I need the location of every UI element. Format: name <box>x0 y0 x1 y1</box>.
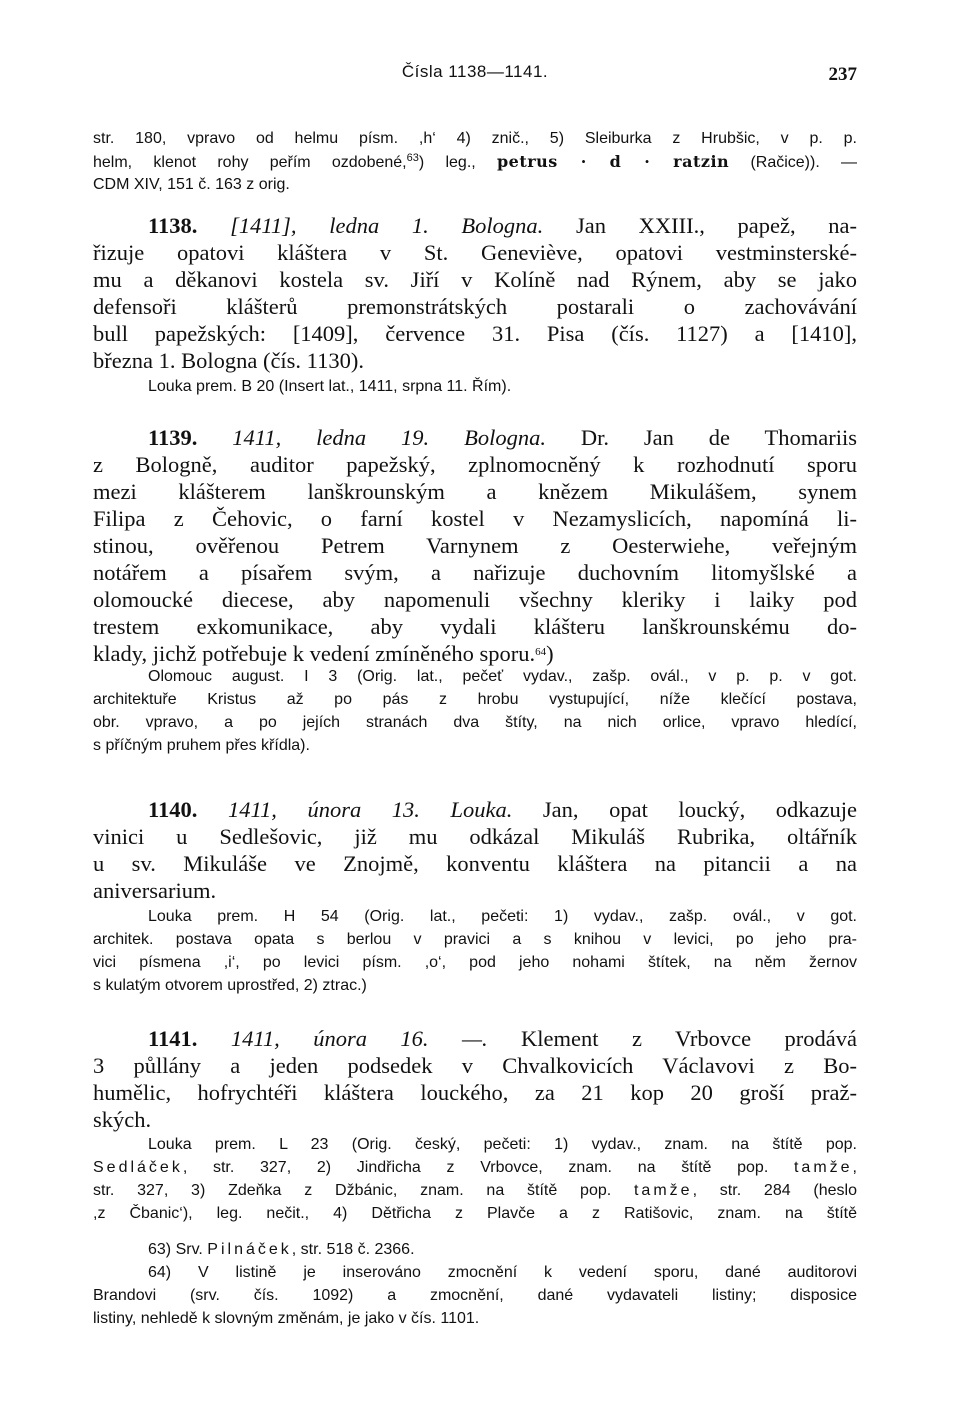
entry-text-line: března 1. Bologna (čís. 1130). <box>93 348 364 373</box>
entry-text-line: Filipa z Čehovic, o farní kostel v Nezamyslicích, napomíná li- <box>93 506 857 531</box>
header-title: Čísla 1138—1141. <box>401 62 549 81</box>
entry-source: architektuře Kristus až po pás z hrobu vystupující, níže klečící postava, <box>93 691 857 708</box>
entry-1138-heading: 1138. [1411], ledna 1. Bologna. Jan XXIII., papež, na- <box>148 213 857 238</box>
entry-text-line: z Bologně, auditor papežský, zplnomocněný k rozhodnutí sporu <box>93 452 857 477</box>
entry-number: 1138. <box>148 213 198 238</box>
entry-text-line: mu a děkanovi kostela sv. Jiří v Kolíně nad Rýnem, aby se jako <box>93 267 857 292</box>
blackletter-inscription: petrus · d · ratzin <box>496 152 730 171</box>
entry-source: Louka prem. H 54 (Orig. lat., pečeti: 1) vydav., zašp. ovál., v got. <box>148 908 857 925</box>
entry-1139-heading: 1139. 1411, ledna 19. Bologna. Dr. Jan de Thomariis <box>148 425 857 450</box>
entry-source: Louka prem. L 23 (Orig. český, pečeti: 1) vydav., znam. na štítě pop. <box>148 1136 857 1153</box>
entry-source: s kulatým otvorem uprostřed, 2) ztrac.) <box>93 977 367 994</box>
entry-text-line: humělic, hofrychtéři kláštera louckého, za 21 kop 20 groší praž- <box>93 1080 857 1105</box>
footnote-64: 64) V listině je inserováno zmocnění k vedení sporu, dané auditorovi <box>148 1264 857 1281</box>
entry-text-line: trestem exkomunikace, aby vydali klášteru lanškrounskému do- <box>93 614 857 639</box>
entry-text-line: stinou, ověřenou Petrem Varnynem z Oesterwiehe, veřejným <box>93 533 857 558</box>
entry-source: vici písmena ,i‘, po levici písm. ,o‘, pod jeho nohami štítek, na něm žernov <box>93 954 857 971</box>
footnote-line: listiny, nehledě k slovným změnám, je jako v čís. 1101. <box>93 1310 480 1327</box>
entry-text-line: aniversarium. <box>93 878 217 903</box>
entry-text-line: olomoucké diecese, aby napomenuli všechny kleriky i laiky pod <box>93 587 857 612</box>
page-number: 237 <box>828 64 857 85</box>
footnote-line: Brandovi (srv. čís. 1092) a zmocnění, dané vydavateli listiny; disposice <box>93 1287 857 1304</box>
entry-source: str. 327, 3) Zdeňka z Džbánic, znam. na štítě pop. tamže, str. 284 (heslo <box>93 1182 857 1199</box>
entry-1141-heading: 1141. 1411, února 16. —. Klement z Vrbovce prodává <box>148 1026 857 1051</box>
entry-source: architek. postava opata s berlou v pravici a s knihou v levici, po jeho pra- <box>93 931 857 948</box>
entry-text-line: mezi klášterem lanškrounským a knězem Mikulášem, synem <box>93 479 857 504</box>
entry-text-line: ských. <box>93 1107 152 1132</box>
entry-number: 1140. <box>148 797 198 822</box>
entry-source: Louka prem. B 20 (Insert lat., 1411, srpna 11. Řím). <box>148 378 512 395</box>
entry-text-line: bull papežských: [1409], července 31. Pisa (čís. 1127) a [1410], <box>93 321 857 346</box>
entry-number: 1141. <box>148 1026 198 1051</box>
running-header <box>93 62 857 86</box>
footnote-63: 63) Srv. Pilnáček, str. 518 č. 2366. <box>148 1241 415 1258</box>
entry-text-line: u sv. Mikuláše ve Znojmě, konventu kláštera na pitancii a na <box>93 851 857 876</box>
entry-text-line: vinici u Sedlešovic, již mu odkázal Mikuláš Rubrika, oltářník <box>93 824 857 849</box>
entry-source: s příčným pruhem přes křídla). <box>93 737 310 754</box>
note-line: helm, klenot rohy peřím ozdobené,$^{63}$) leg., petrus · d · ratzin (Račice)). — <box>93 152 857 171</box>
note-line: CDM XIV, 151 č. 163 z orig. <box>93 176 290 193</box>
entry-1140-heading: 1140. 1411, února 13. Louka. Jan, opat loucký, odkazuje <box>148 797 857 822</box>
entry-text-line: defensoři klášterů premonstrátských postarali o zachovávání <box>93 294 857 319</box>
footnote-ref: 64 <box>535 646 547 658</box>
entry-text-line: řizuje opatovi kláštera v St. Geneviève, opatovi vestminsterské- <box>93 240 857 265</box>
entry-date: 1411, února 13. Louka. <box>227 797 513 822</box>
entry-source: Sedláček, str. 327, 2) Jindřicha z Vrbovce, znam. na štítě pop. tamže, <box>93 1159 857 1176</box>
entry-number: 1139. <box>148 425 198 450</box>
note-line: str. 180, vpravo od helmu písm. ,h‘ 4) znič., 5) Sleiburka z Hrubšic, v p. p. <box>93 130 857 147</box>
entry-date: 1411, ledna 19. Bologna. <box>232 425 546 450</box>
entry-source: Olomouc august. I 3 (Orig. lat., pečeť vydav., zašp. ovál., v p. p. v got. <box>148 668 857 685</box>
document-page <box>93 0 857 1407</box>
entry-date: 1411, února 16. —. <box>230 1026 488 1051</box>
entry-source: obr. vpravo, a po jejích stranách dva štíty, na nich orlice, vpravo hledící, <box>93 714 857 731</box>
entry-date: [1411], ledna 1. Bologna. <box>230 213 544 238</box>
entry-text-line: klady, jichž potřebuje k vedení zmíněného sporu.$^{64}$) <box>93 641 554 666</box>
entry-text-line: notářem a písařem svým, a nařizuje duchovním litomyšlské a <box>93 560 857 585</box>
entry-text-line: 3 půllány a jeden podsedek v Chvalkovicích Václavovi z Bo- <box>93 1053 857 1078</box>
entry-source: ,z Čbanic‘), leg. nečit., 4) Dětřicha z Plavče a z Ratišovic, znam. na štítě <box>93 1205 857 1222</box>
